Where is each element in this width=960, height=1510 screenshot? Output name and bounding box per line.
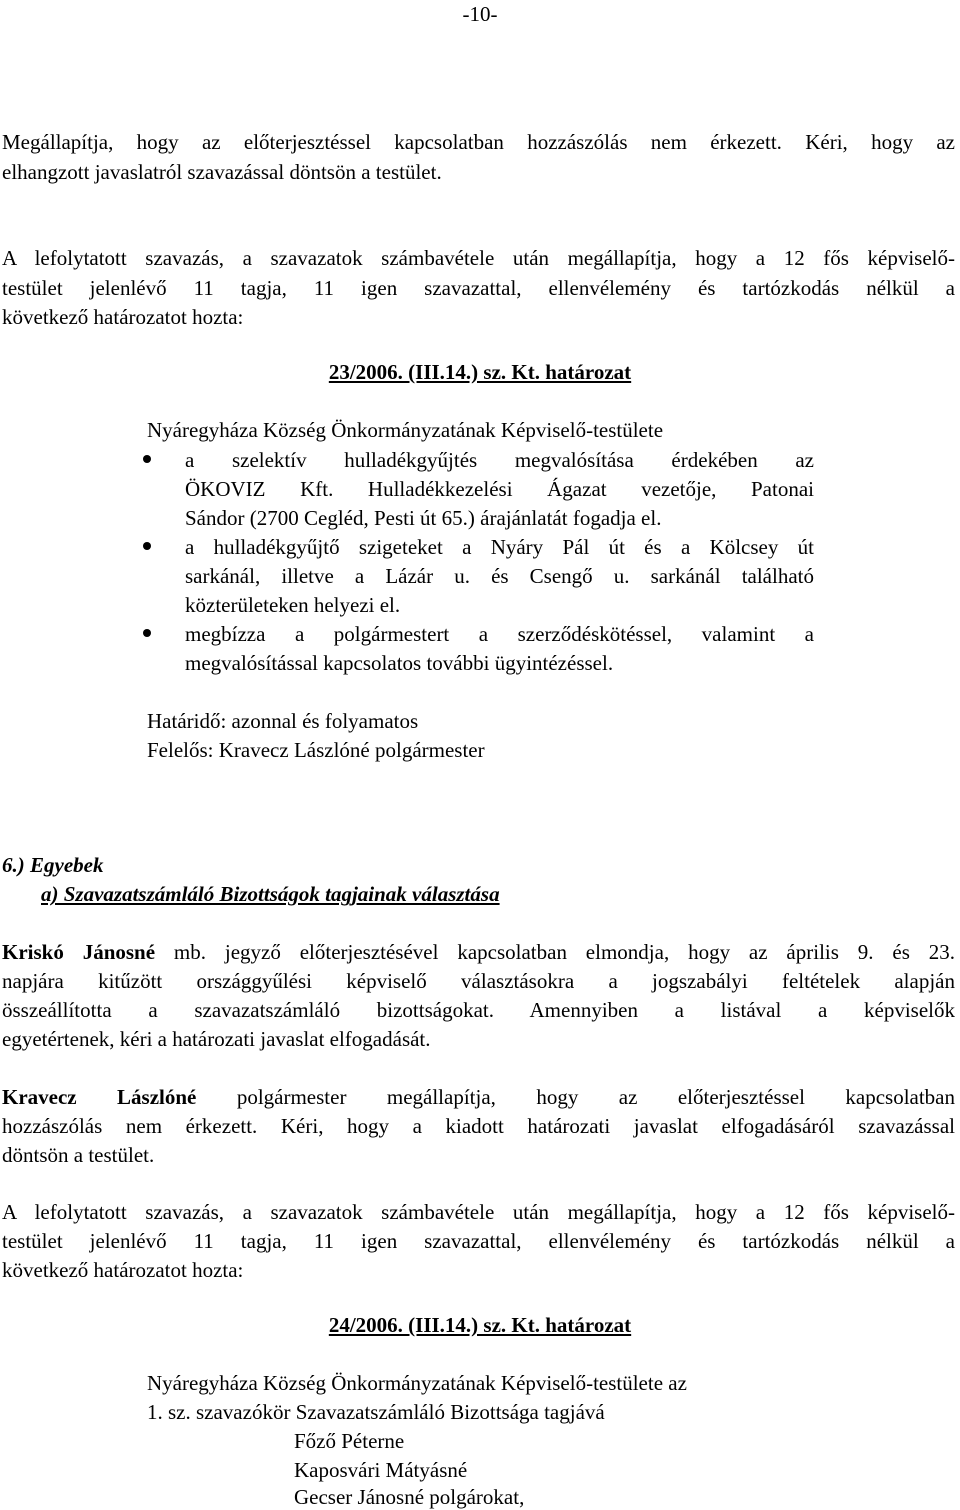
paragraph-line: egyetértenek, kéri a határozati javaslat elfogadását. [2,1027,431,1051]
speaker-name: Kriskó Jánosné [2,940,156,964]
paragraph-line: következő határozatot hozta: [2,305,244,329]
paragraph-line [2,1084,955,1110]
resolution-intro: Nyáregyháza Község Önkormányzatának Képviselő-testülete [147,418,664,442]
paragraph-line: elhangzott javaslatról szavazással döntsön a testület. [2,160,442,184]
paragraph-line [2,939,955,965]
deadline: Határidő: azonnal és folyamatos [147,709,419,733]
bullet-icon [143,455,151,463]
responsible: Felelős: Kravecz Lászlóné polgármester [147,738,485,762]
bullet-icon [143,542,151,550]
paragraph-line: A lefolytatott szavazás, a szavazatok számbavétele után megállapítja, hogy a 12 fős képviselő- [2,246,955,270]
bullet-icon [143,629,151,637]
bullet-line: a szelektív hulladékgyűjtés megvalósítása érdekében az [185,448,814,472]
bullet-line: Sándor (2700 Cegléd, Pesti út 65.) árajánlatát fogadja el. [185,506,662,530]
paragraph-text: polgármester megállapítja, hogy az előterjesztéssel kapcsolatban [196,1085,956,1109]
paragraph-text: mb. jegyző előterjesztésével kapcsolatban elmondja, hogy az április 9. és 23. [155,940,955,964]
resolution-title: 24/2006. (III.14.) sz. Kt. határozat [328,1313,632,1337]
bullet-line: ÖKOVIZ Kft. Hulladékkezelési Ágazat vezetője, Patonai [185,477,814,501]
resolution-title: 23/2006. (III.14.) sz. Kt. határozat [328,360,632,384]
speaker-name: Kravecz Lászlóné [2,1085,197,1109]
paragraph-line: testület jelenlévő 11 tagja, 11 igen szavazattal, ellenvélemény és tartózkodás nélkül a [2,1229,955,1253]
member-name: Kaposvári Mátyásné [294,1458,468,1482]
paragraph-line: A lefolytatott szavazás, a szavazatok számbavétele után megállapítja, hogy a 12 fős képviselő- [2,1200,955,1224]
paragraph-line: döntsön a testület. [2,1143,155,1167]
bullet-line: megvalósítással kapcsolatos további ügyintézéssel. [185,651,614,675]
page-number: -10- [462,2,498,26]
paragraph-line: napjára kitűzött országgyűlési képviselő választásokra a jogszabályi feltételek alapján [2,969,955,993]
paragraph-line: Megállapítja, hogy az előterjesztéssel kapcsolatban hozzászólás nem érkezett. Kéri, hogy az [2,130,955,154]
paragraph-line: testület jelenlévő 11 tagja, 11 igen szavazattal, ellenvélemény és tartózkodás nélkül a [2,276,955,300]
member-name: Gecser Jánosné polgárokat, [294,1485,525,1509]
resolution-intro: 1. sz. szavazókör Szavazatszámláló Bizottsága tagjává [147,1400,605,1424]
bullet-line: a hulladékgyűjtő szigeteket a Nyáry Pál út és a Kölcsey út [185,535,814,559]
paragraph-line: hozzászólás nem érkezett. Kéri, hogy a kiadott határozati javaslat elfogadásáról szavazással [2,1114,955,1138]
paragraph-line: összeállította a szavazatszámláló bizottságokat. Amennyiben a listával a képviselők [2,998,955,1022]
bullet-line: közterületeken helyezi el. [185,593,401,617]
bullet-line: sarkánál, illetve a Lázár u. és Csengő u. sarkánál található [185,564,814,588]
paragraph-line: következő határozatot hozta: [2,1258,244,1282]
section-heading: 6.) Egyebek [2,853,104,877]
section-subheading: a) Szavazatszámláló Bizottságok tagjainak választása [41,882,500,906]
resolution-intro: Nyáregyháza Község Önkormányzatának Képviselő-testülete az [147,1371,687,1395]
bullet-line: megbízza a polgármestert a szerződéskötéssel, valamint a [185,622,814,646]
member-name: Főző Péterne [294,1429,405,1453]
